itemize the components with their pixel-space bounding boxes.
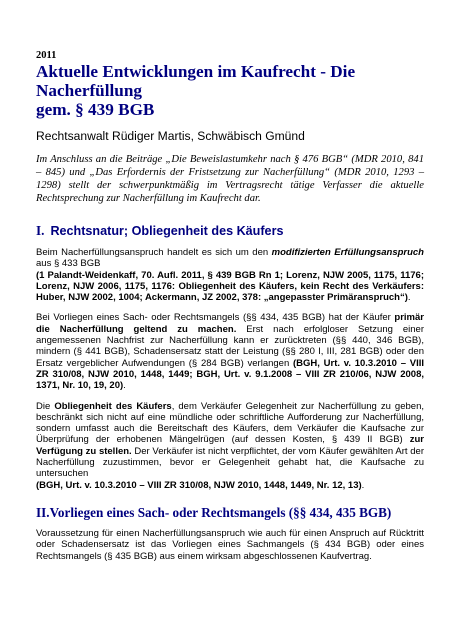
document-content <box>36 50 424 562</box>
intro-paragraph: Im Anschluss an die Beiträge „Die Beweislastumkehr nach § 476 BGB“ (MDR 2010, 841 – 845) und „Das Erfordernis der Fristsetzung zur Nacherfüllung“ (MDR 2010, 1293 – 1298) stellt der schwerpunktmäßig im Vertragsrecht tätige Verfasser die aktuelle Rechtsprechung zur Nacherfüllung im Kaufrecht dar. <box>36 154 424 204</box>
section-2-heading <box>36 505 424 520</box>
title-line-2: gem. § 439 BGB <box>36 100 155 119</box>
emphasis-run: zur Verfügung zu stellen. <box>36 434 424 457</box>
section-2-number: II. <box>36 504 50 520</box>
section-2-title: Vorliegen eines Sach- oder Rechtsmangels (§§ 434, 435 BGB) <box>49 504 392 520</box>
section-2-paragraph-1: Voraussetzung für einen Nacherfüllungsanspruch wie auch für einen Anspruch auf Rücktritt oder Schadensersatz ist das Vorliegen eines Sachmangels (§ 434 BGB) oder eines Rechtsmangels (§ 435 BGB) aus einem wirksam abgeschlossenen Kaufvertrag. <box>36 527 424 562</box>
section-1-paragraph-2 <box>36 312 424 391</box>
emphasis-run: Obliegenheit des Käufers <box>54 400 172 412</box>
citation-run: (BGH, Urt. v. 10.3.2010 – VIII ZR 310/08, NJW 2010, 1448, 1449; BGH, Urt. v. 9.1.2008 – VIII ZR 210/06, NJW 2008, 1371, Nr. 10, 19, 20) <box>36 357 424 392</box>
text-run: Beim Nacherfüllungsanspruch handelt es sich um den <box>36 247 272 258</box>
document-title <box>36 62 424 119</box>
section-1-title: Rechtsnatur; Obliegenheit des Käufers <box>50 224 284 238</box>
emphasis-run: modifizierten Erfüllungsanspruch <box>271 247 424 258</box>
citation-run: (1 Palandt-Weidenkaff, 70. Aufl. 2011, § 439 BGB Rn 1; Lorenz, NJW 2005, 1175, 1176; Lorenz, NJW 2006, 1175, 1176: Obliegenheit des Käufers, kein Recht des Verkäufers: Huber, NJW 2002, 1004; Ackermann, JZ 2002, 378: „angepasster Primäranspruch“) <box>36 269 424 304</box>
title-line-1: Aktuelle Entwicklungen im Kaufrecht - Die Nacherfüllung <box>36 62 356 100</box>
emphasis-run: primär die Nacherfüllung geltend zu machen. <box>36 312 424 335</box>
text-run: Bei Vorliegen eines Sach- oder Rechtsmangels (§§ 434, 435 BGB) hat der Käufer <box>36 312 395 324</box>
publication-year: 2011 <box>36 50 57 61</box>
section-1-paragraph-3 <box>36 401 424 491</box>
section-1-heading <box>36 223 424 239</box>
author-line: Rechtsanwalt Rüdiger Martis, Schwäbisch Gmünd <box>36 129 305 143</box>
text-run: . <box>407 292 411 304</box>
text-run: Die <box>36 400 55 412</box>
text-run: Der Verkäufer ist nicht verpflichtet, der vom Käufer gewählten Art der Nacherfüllung zuzustimmen, bevor er Gelegenheit gehabt hat, die Kaufsache zu untersuchen <box>36 445 424 480</box>
text-run: . <box>123 380 126 392</box>
section-1-paragraph-1 <box>36 247 424 303</box>
text-run: , dem Verkäufer Gelegenheit zur Nacherfüllung zu geben, beschränkt sich nicht auf eine mündliche oder schriftliche Aufforderung zur Nacherfüllung, sondern umfasst auch die Bereitschaft des Käufers, dem Verkäufer die Kaufsache zur Überprüfung der erhobenen Mängelrügen (auf dessen Kosten, § 439 II BGB) <box>36 400 424 446</box>
text-run: . <box>361 479 365 491</box>
text-run: aus § 433 BGB <box>36 258 101 270</box>
section-1-number: I. <box>36 223 45 238</box>
text-run: Erst nach erfolgloser Setzung einer angemessenen Nachfrist zur Nacherfüllung kann er zurücktreten (§§ 440, 346 BGB), mindern (§ 441 BGB), Schadensersatz statt der Leistung (§§ 280 I, III, 281 BGB) oder den Ersatz vergeblicher Aufwendungen (§ 284 BGB) verlangen <box>36 323 425 369</box>
citation-run: (BGH, Urt. v. 10.3.2010 – VIII ZR 310/08, NJW 2010, 1448, 1449, Nr. 12, 13) <box>36 479 362 491</box>
